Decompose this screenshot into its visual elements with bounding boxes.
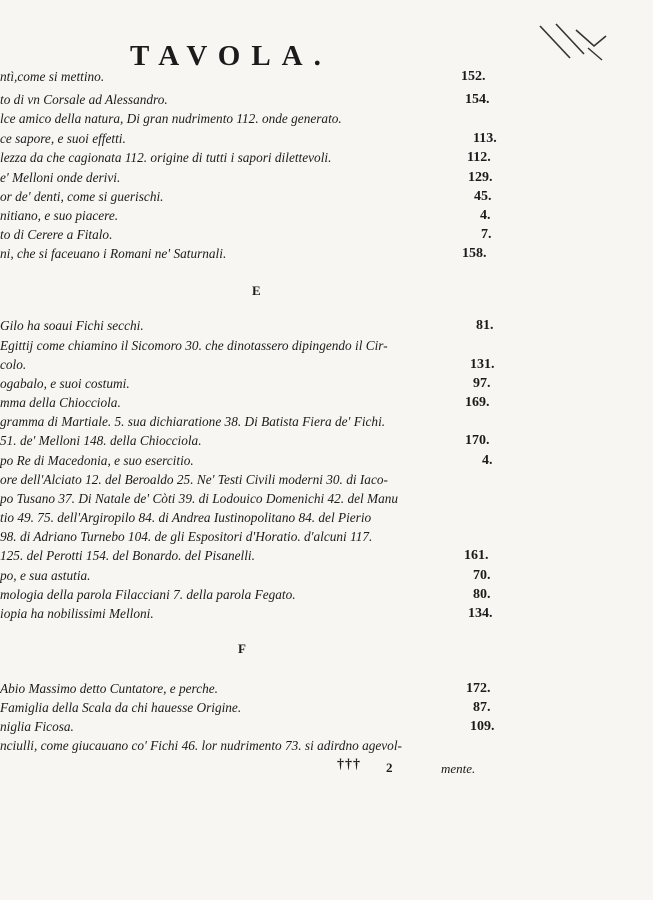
index-entry: e' Melloni onde derivi. [0,170,121,185]
handwritten-mark [536,20,610,64]
index-entry: to di vn Corsale ad Alessandro. [0,92,168,107]
index-entry: po Re di Macedonia, e suo esercitio. [0,453,194,468]
index-entry: ni, che si faceuano i Romani ne' Saturnali. [0,246,227,261]
page-number: 4. [482,453,493,468]
index-entry: to di Cerere a Fitalo. [0,227,113,242]
index-entry: 125. del Perotti 154. del Bonardo. del Pisanelli. [0,548,255,563]
signature-number: 2 [386,760,393,775]
index-entry: ogabalo, e suoi costumi. [0,376,130,391]
index-entry: 51. de' Melloni 148. della Chiocciola. [0,433,202,448]
index-entry: mologia della parola Filacciani 7. della parola Fegato. [0,587,296,602]
page-number: 113. [473,131,497,146]
page-number: 4. [480,208,491,223]
page-number: 129. [468,170,493,185]
index-entry: Egittij come chiamino il Sicomoro 30. che dinotassero dipingendo il Cir- [0,338,388,353]
index-entry: 98. di Adriano Turnebo 104. de gli Espositori d'Horatio. d'alcuni 117. [0,529,373,544]
index-entry: ntì,come si mettino. [0,69,105,84]
index-entry: Famiglia della Scala da chi hauesse Origine. [0,700,242,715]
index-entry: lce amico della natura, Di gran nudrimento 112. onde generato. [0,111,342,126]
index-entry: nitiano, e suo piacere. [0,208,119,223]
section-letter-f: F [238,641,246,656]
page-title: TAVOLA. [130,40,332,72]
index-entry: colo. [0,357,27,372]
index-entry: ore dell'Alciato 12. del Beroaldo 25. Ne' Testi Civili moderni 30. di Iaco- [0,472,388,487]
index-entry: or de' denti, come si guerischi. [0,189,164,204]
page-number: 7. [481,227,492,242]
page-number: 152. [461,69,486,84]
page-number: 70. [473,568,491,583]
index-entry: Abio Massimo detto Cuntatore, e perche. [0,681,219,696]
page-number: 87. [473,700,491,715]
signature-marks: ††† [337,757,361,772]
index-entry: tio 49. 75. dell'Argiropilo 84. di Andrea Iustinopolitano 84. del Pierio [0,510,372,525]
index-entry: nciulli, come giucauano co' Fichi 46. lor nudrimento 73. si adirdno agevol- [0,738,402,753]
page-number: 45. [474,189,492,204]
page-number: 109. [470,719,495,734]
index-entry: lezza da che cagionata 112. origine di tutti i sapori dilettevoli. [0,150,332,165]
page-number: 172. [466,681,491,696]
index-entry: iopia ha nobilissimi Melloni. [0,606,154,621]
index-entry: gramma di Martiale. 5. sua dichiaratione 38. Di Batista Fiera de' Fichi. [0,414,386,429]
page-number: 158. [462,246,487,261]
page-number: 81. [476,318,494,333]
page-number: 170. [465,433,490,448]
catchword: mente. [441,761,476,776]
page-number: 169. [465,395,490,410]
index-entry: niglia Ficosa. [0,719,74,734]
page-number: 97. [473,376,491,391]
index-entry: po, e sua astutia. [0,568,91,583]
page-number: 131. [470,357,495,372]
page-number: 134. [468,606,493,621]
index-entry: mma della Chiocciola. [0,395,121,410]
page-number: 80. [473,587,491,602]
index-entry: ce sapore, e suoi effetti. [0,131,126,146]
page-number: 154. [465,92,490,107]
section-letter-e: E [252,283,261,298]
index-entry: po Tusano 37. Di Natale de' Còti 39. di Lodouico Domenichi 42. del Manu [0,491,399,506]
page-number: 112. [467,150,491,165]
index-entry: Gilo ha soaui Fichi secchi. [0,318,144,333]
page-number: 161. [464,548,489,563]
